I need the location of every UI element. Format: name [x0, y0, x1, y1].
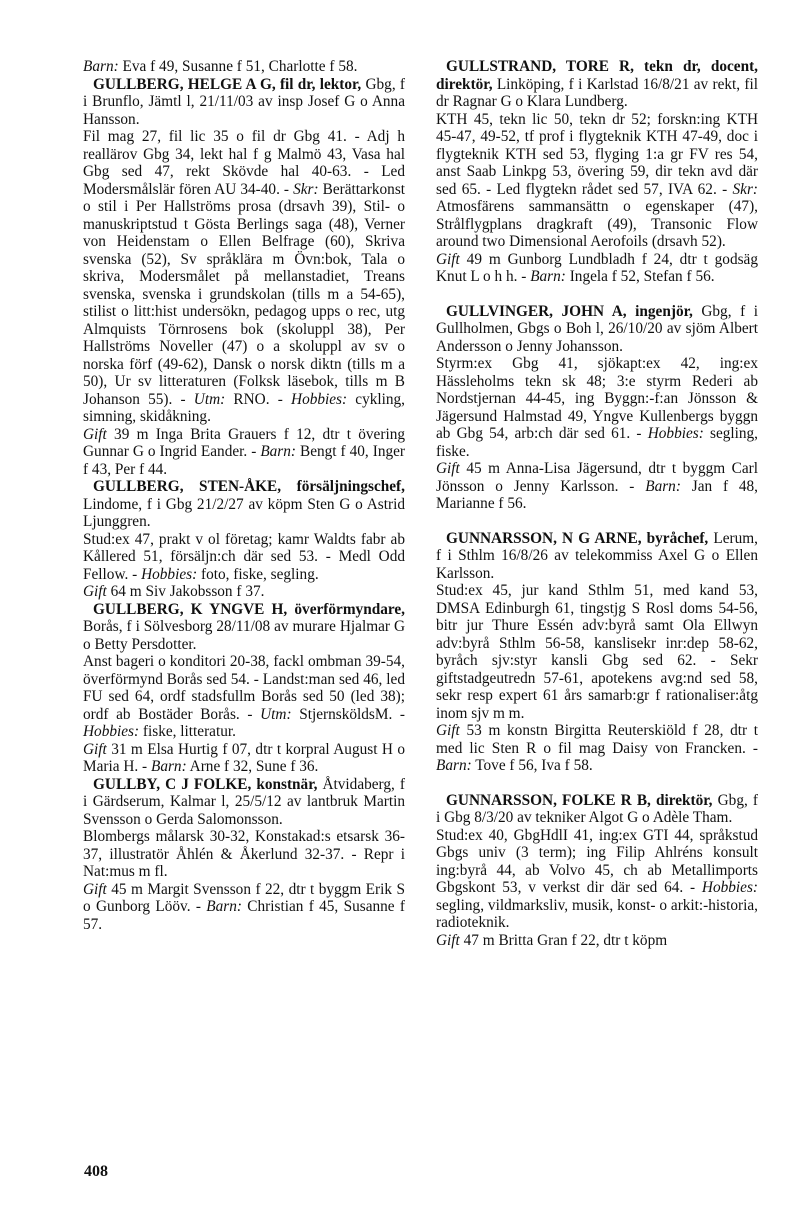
entry-career — [83, 128, 405, 426]
utm-text: StjernsköldsM. - — [291, 705, 406, 723]
career-text: Blombergs målarsk 30-32, Konstakad:s etsarsk 36-37, illustratör Åhlén & Åkerlund 32-37. - Repr i Nat:mus m fl. — [83, 828, 405, 880]
gift-label: Gift — [436, 250, 460, 268]
entry-name: GUNNARSSON, N G ARNE, — [446, 529, 642, 547]
skr-label: Skr: — [732, 180, 759, 198]
barn-text: Arne f 32, Sune f 36. — [186, 758, 319, 775]
continued-children-line — [83, 58, 405, 76]
barn-text: Ingela f 52, Stefan f 56. — [565, 268, 715, 285]
barn-text: Jan f 48, Marianne f 56. — [436, 477, 758, 512]
barn-label: Barn: — [436, 757, 472, 774]
entry-family — [83, 741, 405, 776]
skr-text: Berättarkonst o stil i Per Hallströms prosa (drsavh 39), Stil- o manuskriptstud t Gösta Berlings saga (48), Verner von Heidenstam o Ellen Belfrage (60), Skriva svenska (52), Sv språklära m Övn:bok, Tala o skriva, Modersmålet på mellanstadiet, Treans svenska, svenska i grundskolan (tills m a 54-65), stilist o litt:hist undersökn, pedagog upps o rec, utg Almquists Törnrosens bok (skoluppl 38), Per Hallströms Noveller (47) o a skoluppl av sv o norska förf (49-62), Dansk o norsk diktn (tills m a 50), Ur sv litteraturen (Folksk läsebok, tills m B Johanson 55). - — [83, 180, 406, 408]
hobbies-label: Hobbies: — [647, 425, 704, 442]
entry-gullstrand-tore — [436, 58, 758, 286]
gift-text: 45 m Anna-Lisa Jägersund, dtr t byggm Carl Jönsson o Jenny Karlsson. - — [436, 460, 758, 495]
entry-career — [436, 827, 758, 932]
entry-intro: Lindome, f i Gbg 21/2/27 av köpm Sten G o Astrid Ljunggren. — [83, 495, 405, 530]
gift-label: Gift — [83, 880, 107, 898]
career-text: Stud:ex 45, jur kand Sthlm 51, med kand 53, DMSA Edinburgh 61, tingstjg S Rosl doms 54-56, bitr jur Thure Essén adv:byrå samt Ola Ellwyn adv:byrå Sthlm 56-58, kanslisekr inr:dep 58-62, byråch sjv:styr kansli Gbg sed 62. - Sekr giftstadgeutredn 57-61, apotekens avg:nd sed 58, sekr resp expert 61 års samarb:gr f rationaliser:åtg inom sjv m m. — [436, 582, 758, 722]
entry-header — [436, 303, 758, 356]
career-text: Styrm:ex Gbg 41, sjökapt:ex 42, ing:ex Hässleholms tekn sk 48; 3:e styrm Rederi ab Nordstjernan 44-45, ing Byggn:-f:an Jönsson & Jägersund Halmstad 49, Yngve Kullenbergs byggn ab Gbg 54, arb:ch där sed 61. - — [436, 355, 758, 442]
entry-family — [436, 251, 758, 286]
entry-intro: Linköping, f i Karlstad 16/8/21 av rekt, fil dr Ragnar G o Klara Lundberg. — [436, 75, 758, 110]
right-column — [436, 58, 758, 949]
gift-text: 45 m Margit Svensson f 22, dtr t byggm Erik S o Gunborg Lööv. - — [83, 880, 405, 915]
entry-header — [436, 58, 758, 111]
entry-name: GULLVINGER, JOHN A, — [446, 302, 627, 320]
entry-gunnarsson-arne — [436, 530, 758, 775]
hobbies-label: Hobbies: — [83, 723, 140, 740]
entry-name: GULLBERG, HELGE A G, — [93, 75, 276, 93]
gift-label: Gift — [436, 722, 460, 739]
entry-header — [436, 792, 758, 827]
career-text: Stud:ex 40, GbgHdlI 41, ing:ex GTI 44, språkstud Gbgs univ (3 term); ing Filip Ahlréns konsult ing:byrå 44, ab Volvo 45, ch ab Metallimports Gbgskont 53, v verkst dir där sed 64. - — [436, 826, 758, 896]
entry-header — [83, 776, 405, 829]
skr-text: Atmosfärens sammansättn o egenskaper (47), Strålflygplans dragkraft (49), Transonic Flow around two Dimensional Aerofoils (drsavh 52). — [436, 198, 758, 250]
entry-gunnarsson-folke — [436, 792, 758, 950]
entry-intro: Borås, f i Sölvesborg 28/11/08 av murare Hjalmar G o Betty Persdotter. — [83, 618, 405, 653]
utm-text: RNO. - — [225, 390, 283, 408]
entry-name: GULLBY, C J FOLKE, — [93, 775, 252, 793]
barn-label: Barn: — [645, 477, 681, 495]
entry-family — [83, 426, 405, 479]
hobbies-text: segling, vildmarksliv, musik, konst- o arkit:-historia, radioteknik. — [436, 896, 758, 931]
barn-text: Bengt f 40, Inger f 43, Per f 44. — [83, 443, 406, 478]
entry-header — [83, 76, 405, 129]
utm-label: Utm: — [260, 705, 292, 723]
entry-occupation: byråchef, — [641, 529, 709, 547]
career-text: KTH 45, tekn lic 50, tekn dr 52; forskn:ing KTH 45-47, 49-52, tf prof i flygteknik KTH 47-49, doc i flygteknik KTH sed 53, flyging 1:a gr FV res 54, anst Saab Linkpg 53, övering 59, dir tekn avd där sed 65. - Led flygtekn rådet sed 57, IVA 62. - — [436, 110, 758, 198]
entry-career — [436, 355, 758, 460]
entry-gullvinger-john — [436, 303, 758, 513]
entry-intro: Gbg, f i Gbg 8/3/20 av tekniker Algot G o Adèle Tham. — [436, 791, 758, 826]
entry-occupation: tekn dr, docent, direktör, — [436, 58, 758, 93]
gift-label: Gift — [83, 740, 107, 758]
barn-label: Barn: — [206, 898, 242, 915]
entry-family — [83, 881, 405, 934]
entry-career — [436, 582, 758, 722]
entry-header — [436, 530, 758, 583]
career-text: Anst bageri o konditori 20-38, fackl ombman 39-54, överförmynd Borås sed 54. - Landst:man sed 46, led FU sed 64, ordf stadsfullm Borås sed 50 (led 38); ordf ab Bostäder Borås. - — [83, 653, 405, 723]
entry-name: GULLBERG, STEN-ÅKE, — [93, 478, 282, 495]
gift-label: Gift — [83, 425, 107, 443]
entry-family — [436, 932, 758, 950]
hobbies-label: Hobbies: — [701, 879, 758, 896]
entry-occupation: överförmyndare, — [287, 600, 405, 618]
entry-family — [83, 583, 405, 601]
left-column — [83, 58, 405, 933]
barn-label: Barn: — [530, 268, 566, 285]
barn-text: Christian f 45, Susanne f 57. — [83, 898, 405, 933]
entry-header — [83, 478, 405, 531]
utm-label: Utm: — [193, 390, 226, 408]
entry-intro: Gbg, f i Gullholmen, Gbgs o Boh l, 26/10/20 av sjöm Albert Andersson o Jenny Johansson. — [436, 302, 758, 355]
barn-label: Barn: — [260, 443, 297, 460]
entry-occupation: fil dr, lektor, — [275, 75, 362, 93]
barn-label: Barn: — [83, 58, 119, 75]
entry-occupation: försäljningschef, — [281, 478, 405, 495]
entry-gullby-folke — [83, 776, 405, 934]
entry-intro: Gbg, f i Brunflo, Jämtl l, 21/11/03 av insp Josef G o Anna Hansson. — [83, 75, 405, 128]
gift-text: 64 m Siv Jakobsson f 37. — [106, 583, 265, 600]
entry-intro: Åtvidaberg, f i Gärdserum, Kalmar l, 25/5/12 av lantbruk Martin Svensson o Gerda Salomonsson. — [83, 775, 405, 828]
career-text: Stud:ex 47, prakt v ol företag; kamr Waldts fabr ab Kållered 51, försäljn:ch där sed 53. - Medl Odd Fellow. - — [83, 530, 405, 583]
page-number: 408 — [84, 1163, 108, 1180]
hobbies-text: cykling, simning, skidåkning. — [83, 390, 405, 425]
gift-text: 39 m Inga Brita Grauers f 12, dtr t övering Gunnar G o Ingrid Eander. - — [83, 425, 405, 460]
career-text: Fil mag 27, fil lic 35 o fil dr Gbg 41. - Adj h reallärov Gbg 34, lekt hal f g Malmö 43, Vasa hal Gbg sed 47, rekt Skövde hal 40-63. - Led Modersmålslär fören AU 34-40. - — [83, 128, 405, 198]
entry-gullberg-helge — [83, 76, 405, 479]
entry-career — [436, 111, 758, 251]
gift-text: 53 m konstn Birgitta Reuterskiöld f 28, dtr t med lic Sten R o fil mag Daisy von Francken. - — [436, 722, 758, 757]
entry-occupation: direktör, — [650, 791, 713, 809]
gift-text: 31 m Elsa Hurtig f 07, dtr t korpral August H o Maria H. - — [83, 740, 405, 775]
entry-name: GULLBERG, K YNGVE H, — [93, 600, 288, 618]
entry-career — [83, 828, 405, 881]
gift-label: Gift — [436, 931, 460, 949]
gift-label: Gift — [436, 460, 460, 477]
entry-occupation: ingenjör, — [626, 302, 693, 320]
entry-header — [83, 601, 405, 654]
hobbies-text: segling, fiske. — [436, 425, 759, 460]
entry-occupation: konstnär, — [251, 775, 318, 793]
gift-label: Gift — [83, 583, 107, 600]
hobbies-text: foto, fiske, segling. — [197, 565, 319, 583]
skr-label: Skr: — [293, 180, 319, 198]
entry-career — [83, 531, 405, 584]
gift-text: 49 m Gunborg Lundbladh f 24, dtr t godsäg Knut L o h h. - — [436, 250, 758, 285]
entry-intro: Lerum, f i Sthlm 16/8/26 av telekommiss Axel G o Ellen Karlsson. — [436, 529, 758, 582]
entry-gullberg-yngve — [83, 601, 405, 776]
barn-text: Eva f 49, Susanne f 51, Charlotte f 58. — [118, 58, 358, 75]
entry-name: GUNNARSSON, FOLKE R B, — [446, 791, 651, 809]
hobbies-text: fiske, litteratur. — [139, 723, 236, 740]
hobbies-label: Hobbies: — [291, 390, 348, 408]
hobbies-label: Hobbies: — [141, 565, 198, 583]
entry-gullberg-sten-ake — [83, 478, 405, 601]
barn-label: Barn: — [150, 758, 187, 775]
gift-text: 47 m Britta Gran f 22, dtr t köpm — [459, 931, 668, 949]
entry-family — [436, 722, 758, 775]
entry-career — [83, 653, 405, 741]
barn-text: Tove f 56, Iva f 58. — [471, 757, 593, 774]
entry-family — [436, 460, 758, 513]
entry-name: GULLSTRAND, TORE R, — [446, 58, 634, 75]
